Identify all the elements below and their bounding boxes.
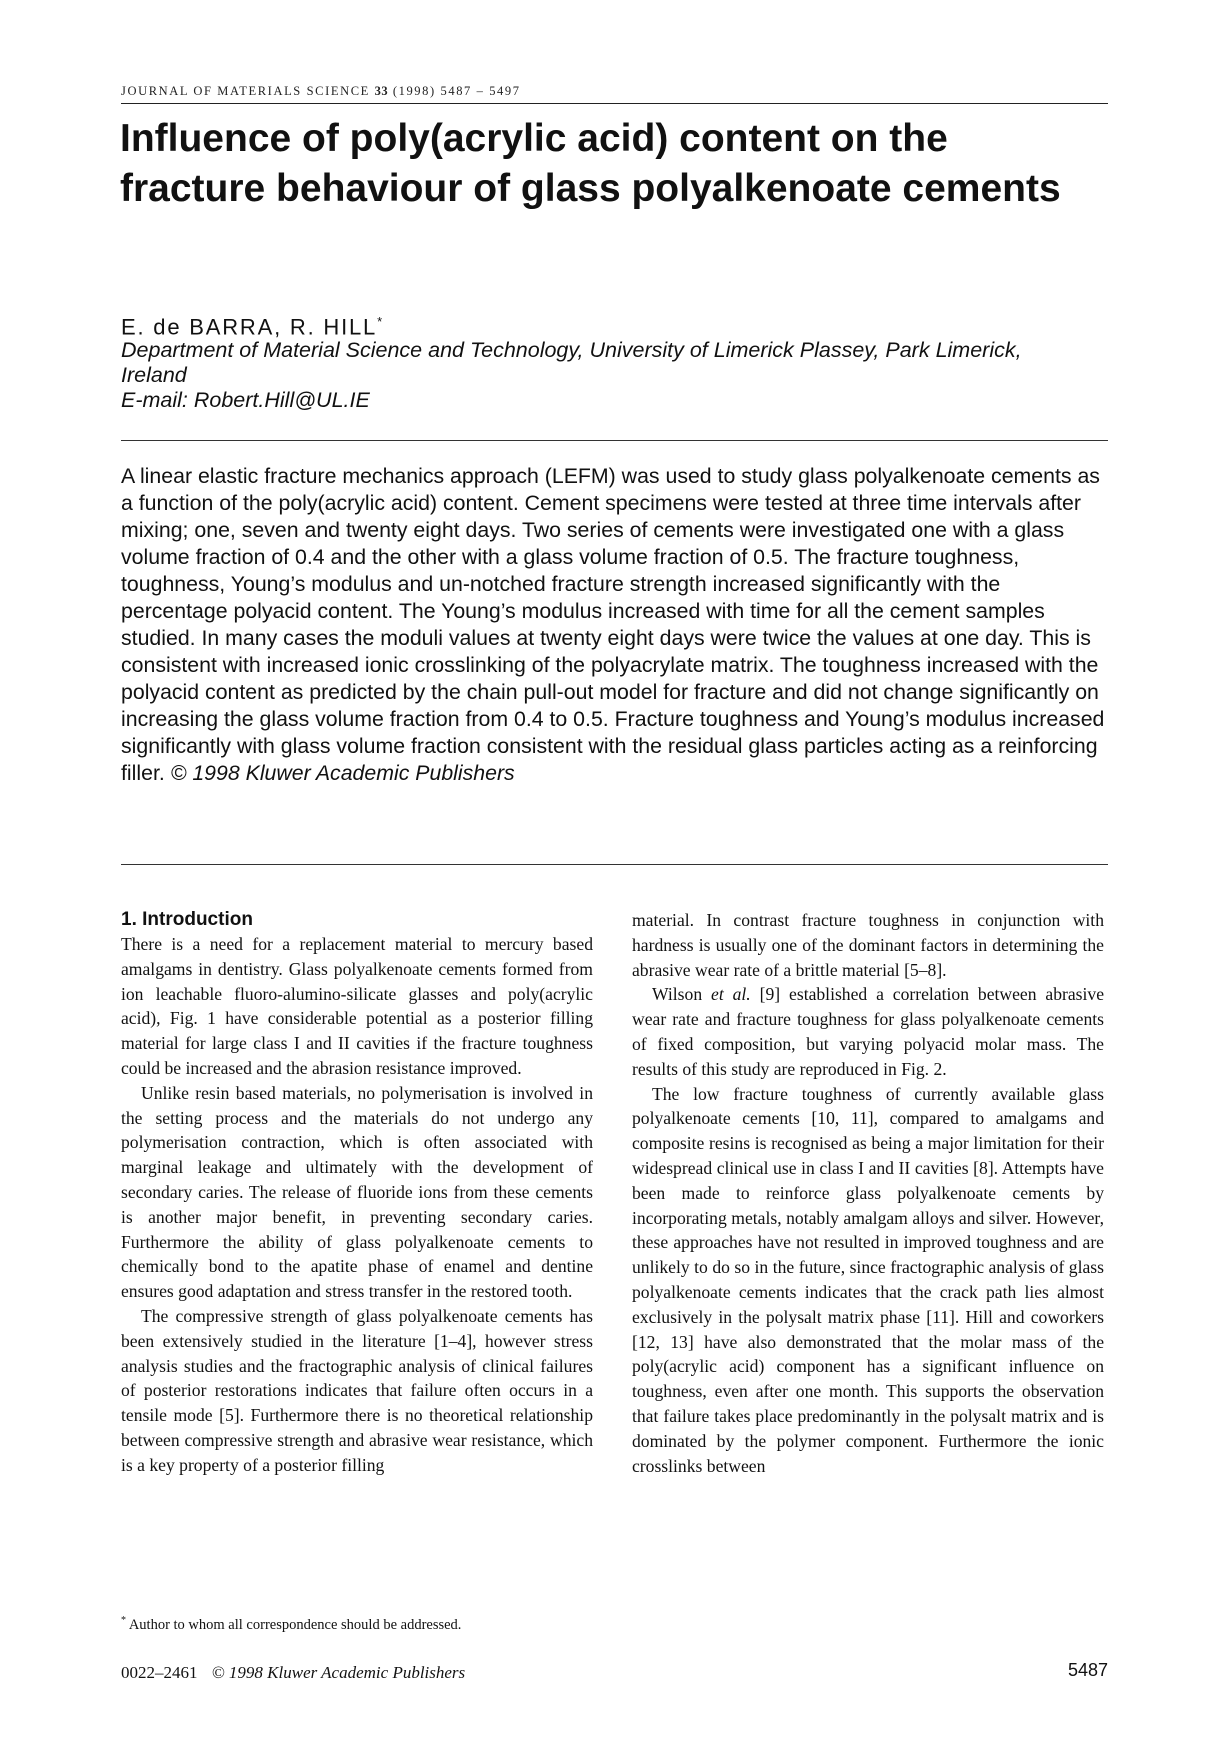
journal-year-pages: (1998) 5487 – 5497 [392,84,521,98]
journal-volume: 33 [374,84,389,98]
abstract-text: A linear elastic fracture mechanics approach (LEFM) was used to study glass polyalkenoate cements as a function of the poly(acrylic acid) content. Cement specimens were tested at three time intervals after mixing; one, seven and twenty eight days. Two series of cements were investigated one with a glass volume fraction of 0.4 and the other with a glass volume fraction of 0.5. The fracture toughness, toughness, Young’s modulus and un-notched fracture strength increased significantly with the percentage polyacid content. The Young’s modulus increased with time for all the cement samples studied. In many cases the moduli values at twenty eight days were twice the values at one day. This is consistent with increased ionic crosslinking of the polyacrylate matrix. The toughness increased with the polyacid content as predicted by the chain pull-out model for fracture and did not change significantly on increasing the glass volume fraction from 0.4 to 0.5. Fracture toughness and Young’s modulus increased significantly with glass volume fraction consistent with the residual glass particles acting as a reinforcing filler. [121,464,1105,785]
paragraph-text: [9] established a correlation between abrasive wear rate and fracture toughness for glass polyalkenoate cements of fixed composition, but varying polyacid molar mass. The results of this study are reproduced in Fig. 2. [632,984,1105,1079]
abstract [121,463,1111,787]
abstract-top-rule [121,440,1108,441]
header-rule [121,103,1108,104]
footnote-text: Author to whom all correspondence should be addressed. [128,1616,462,1633]
running-head [121,84,1108,99]
abstract-bottom-rule [121,864,1108,865]
column-right [632,908,1104,1478]
footnote [121,1615,721,1634]
footnote-marker: * [121,1615,126,1626]
paragraph: The low fracture toughness of currently available glass polyalkenoate cements [10, 11], compared to amalgams and composite resins is recognised as being a major limitation for their widespread clinical use in class I and II cavities [8]. Attempts have been made to reinforce glass polyalkenoate cements by incorporating metals, notably amalgam alloys and silver. However, these approaches have not resulted in improved toughness and are unlikely to do so in the future, since fractographic analysis of glass polyalkenoate cements indicates that the crack path lies almost exclusively in the polysalt matrix phase [11]. Hill and coworkers [12, 13] have also demonstrated that the molar mass of the poly(acrylic acid) component has a significant influence on toughness, even after one month. This supports the observation that failure takes place predominantly in the polysalt matrix and is dominated by the polymer component. Furthermore the ionic crosslinks between [632,1083,1104,1476]
paper-title: Influence of poly(acrylic acid) content on the fracture behaviour of glass polyalkenoate cements [120,117,1061,210]
paragraph-text: Wilson [652,984,703,1005]
paragraph: There is a need for a replacement material to mercury based amalgams in dentistry. Glass polyalkenoate cements formed from ion leachable fluoro-alumino-silicate glasses and poly(acrylic acid), Fig. 1 have considerable potential as a posterior filling material for large class I and II cavities if the fracture toughness could be increased and the abrasion resistance improved. [121,934,593,1078]
journal-name: JOURNAL OF MATERIALS SCIENCE [121,84,370,98]
paragraph: Unlike resin based materials, no polymerisation is involved in the setting process and the materials do not undergo any polymerisation contraction, which is often associated with marginal leakage and ultimately with the development of secondary caries. The release of fluoride ions from these cements is another major benefit, in preventing secondary caries. Furthermore the ability of glass polyalkenoate cements to chemically bond to the apatite phase of enamel and dentine ensures good adaptation and stress transfer in the restored tooth. [121,1082,593,1302]
paragraph: material. In contrast fracture toughness in conjunction with hardness is usually one of the dominant factors in determining the abrasive wear rate of a brittle material [5–8]. [632,910,1104,980]
corresponding-author-marker: * [377,314,383,329]
et-al: et al. [711,984,751,1005]
author-affiliation: Department of Material Science and Technology, University of Limerick Plassey, Park Limerick, Ireland [121,338,1022,387]
page-number: 5487 [1067,1660,1108,1680]
column-left [121,908,593,1478]
paragraph [632,982,1104,1081]
author-line [121,314,1101,340]
section-heading: 1. Introduction [121,909,253,930]
author-email: E-mail: Robert.Hill@UL.IE [121,388,370,412]
footer-publisher: © 1998 Kluwer Academic Publishers [211,1663,466,1682]
abstract-copyright: © 1998 Kluwer Academic Publishers [170,761,515,785]
footer-left [121,1663,721,1683]
paragraph: The compressive strength of glass polyalkenoate cements has been extensively studied in the literature [1–4], however stress analysis studies and the fractographic analysis of clinical failures of posterior restorations indicates that failure often occurs in a tensile mode [5]. Furthermore there is no theoretical relationship between compressive strength and abrasive wear resistance, which is a key property of a posterior filling [121,1305,593,1475]
issn: 0022–2461 [121,1663,198,1682]
author-names: E. de BARRA, R. HILL [121,314,378,340]
